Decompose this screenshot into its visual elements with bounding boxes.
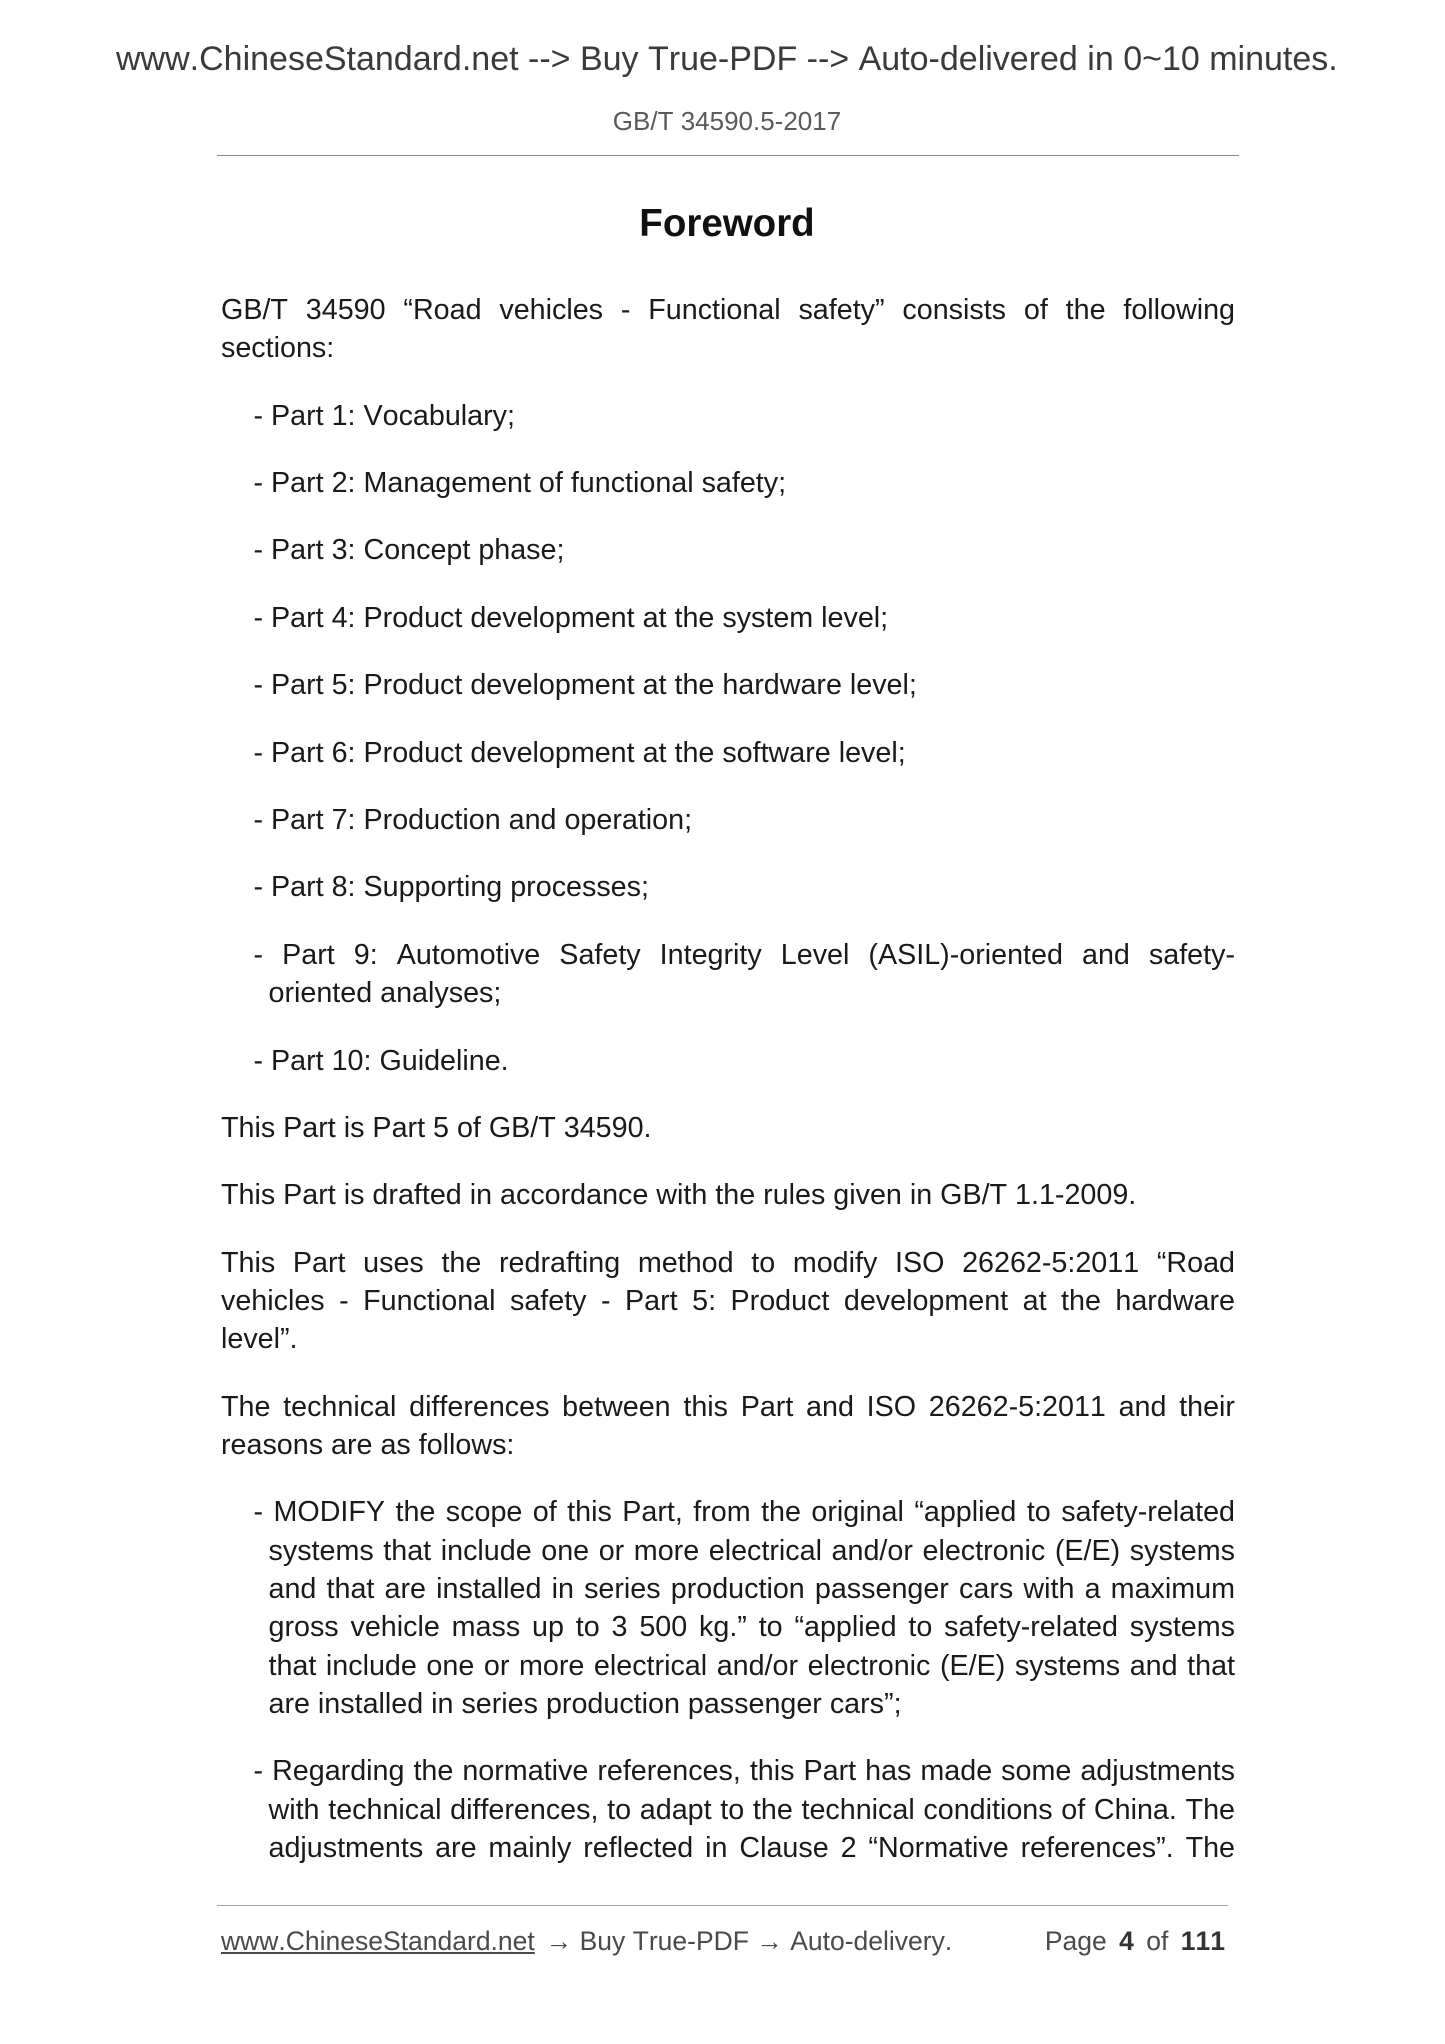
header-divider — [217, 155, 1239, 156]
difference-list-item-references: - Regarding the normative references, this Part has made some adjustments with technical differences, to adapt to the technical conditions of China. The adjustments are mainly reflected in Clause 2 “Normative references”. The — [253, 1755, 1235, 1864]
page-current-number: 4 — [1119, 1926, 1134, 1956]
technical-differences-paragraph: The technical differences between this Part and ISO 26262-5:2011 and their reasons are as follows: — [221, 1390, 1235, 1461]
page-label: Page — [1044, 1926, 1107, 1956]
footer-promo — [221, 1926, 952, 1957]
foreword-body — [221, 291, 1235, 1896]
part-list-item-1: - Part 1: Vocabulary; — [253, 399, 515, 432]
part-list-item-10: - Part 10: Guideline. — [253, 1044, 509, 1077]
part-list-item-9: - Part 9: Automotive Safety Integrity Level (ASIL)-oriented and safety-oriented analyses; — [253, 938, 1235, 1010]
footer-divider — [217, 1905, 1228, 1906]
difference-list-item-scope: - MODIFY the scope of this Part, from the original “applied to safety-related systems that include one or more electrical and/or electronic (E/E) systems and that are installed in series production passenger cars with a maximum gross vehicle mass up to 3 500 kg.” to “applied to safety-related systems that include one or more electrical and/or electronic (E/E) systems and that are installed in series production passenger cars”; — [253, 1496, 1235, 1720]
standard-number: GB/T 34590.5-2017 — [612, 106, 842, 136]
part-number-paragraph: This Part is Part 5 of GB/T 34590. — [221, 1111, 652, 1144]
footer-tagline: → Buy True-PDF → Auto-delivery. — [545, 1926, 953, 1956]
part-list-item-6: - Part 6: Product development at the software level; — [253, 736, 906, 769]
drafting-rules-paragraph: This Part is drafted in accordance with the rules given in GB/T 1.1-2009. — [221, 1179, 1137, 1212]
page-of-label: of — [1146, 1926, 1169, 1956]
page-total-number: 111 — [1180, 1926, 1225, 1956]
footer-site-link[interactable]: www.ChineseStandard.net — [221, 1926, 535, 1956]
page-title: Foreword — [639, 202, 815, 245]
header-banner: www.ChineseStandard.net --> Buy True-PDF --> Auto-delivered in 0~10 minutes. — [116, 40, 1338, 78]
part-list-item-4: - Part 4: Product development at the system level; — [253, 601, 889, 634]
redrafting-method-paragraph: This Part uses the redrafting method to modify ISO 26262-5:2011 “Road vehicles - Functional safety - Part 5: Product development at the hardware level”. — [221, 1246, 1235, 1356]
page-indicator — [1045, 1926, 1225, 1957]
intro-paragraph: GB/T 34590 “Road vehicles - Functional safety” consists of the following sections: — [221, 294, 1235, 365]
part-list-item-3: - Part 3: Concept phase; — [253, 534, 565, 567]
part-list-item-2: - Part 2: Management of functional safety; — [253, 467, 787, 500]
part-list-item-5: - Part 5: Product development at the hardware level; — [253, 669, 917, 702]
part-list-item-8: - Part 8: Supporting processes; — [253, 871, 649, 904]
part-list-item-7: - Part 7: Production and operation; — [253, 804, 693, 837]
